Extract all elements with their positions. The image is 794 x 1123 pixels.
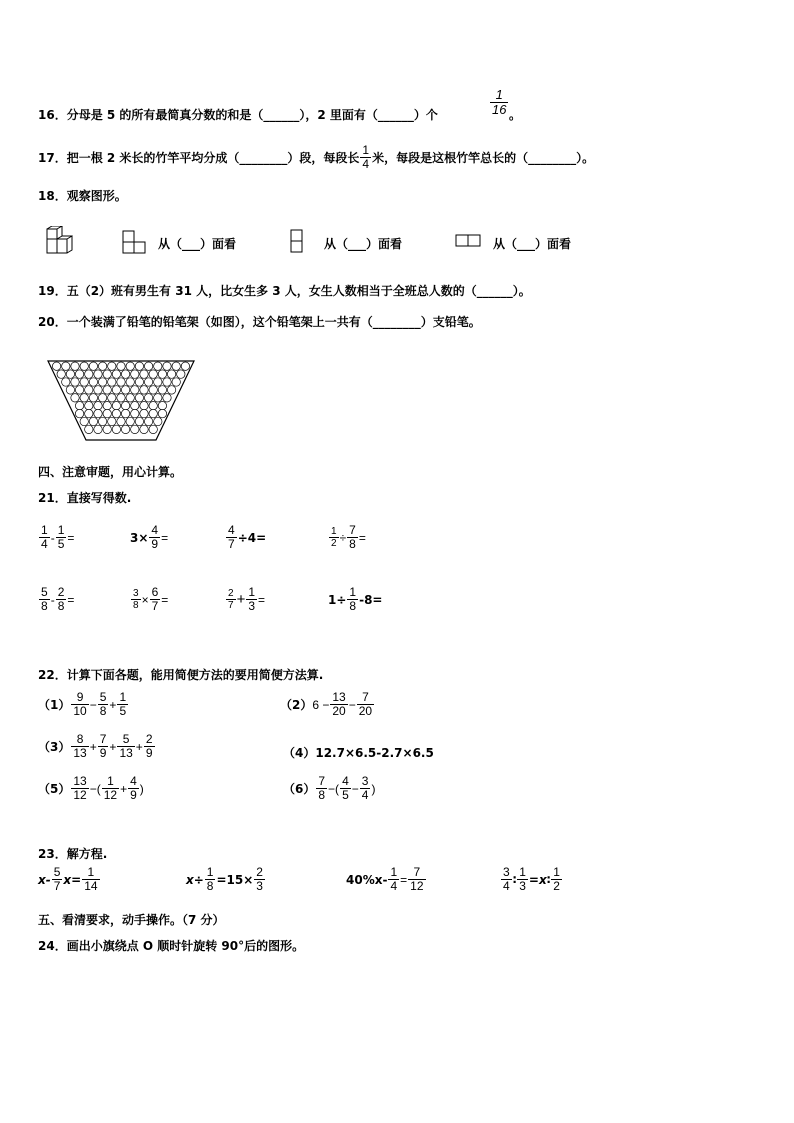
q17-frac-denominator: 4 <box>362 157 370 171</box>
pencil-circle <box>103 386 111 394</box>
numerator: 2 <box>57 585 65 599</box>
numerator: 5 <box>99 690 107 704</box>
section-5-heading: 五、看清要求，动手操作。（7 分） <box>38 913 225 927</box>
pencil-circle <box>75 402 83 410</box>
pencil-circle <box>89 417 97 425</box>
pencil-circle <box>85 425 93 433</box>
numerator: 5 <box>122 732 130 746</box>
pencil-circle <box>57 370 65 378</box>
denominator: 12 <box>103 788 118 802</box>
numerator: 1 <box>57 523 65 537</box>
q17-text-1: 17．把一根 2 米长的竹竿平均分成（________）段，每段长 <box>38 151 360 165</box>
operator: ÷ <box>339 530 347 545</box>
suffix: -8= <box>359 592 383 607</box>
operator: × <box>141 592 149 607</box>
pencil-circle <box>112 370 120 378</box>
operator: - <box>50 530 55 545</box>
denominator: 5 <box>119 704 127 718</box>
pencil-circle <box>62 378 70 386</box>
pencil-circle <box>117 362 125 370</box>
pencil-circle <box>144 417 152 425</box>
denominator: 10 <box>73 704 87 718</box>
q23-equation-2 <box>186 866 266 893</box>
problem-label: （6） <box>283 782 316 796</box>
pencil-circle <box>158 386 166 394</box>
q21-expr-6 <box>130 586 168 613</box>
pencil-circle <box>121 370 129 378</box>
numerator: 4 <box>151 523 159 537</box>
pencil-circle <box>117 394 125 402</box>
pencil-circle <box>112 386 120 394</box>
denominator: 8 <box>41 599 48 613</box>
middle: =x∶ <box>528 872 551 887</box>
denominator: 4 <box>41 537 48 551</box>
pencil-circle <box>108 362 116 370</box>
equals: = <box>358 530 366 545</box>
pencil-circle <box>112 402 120 410</box>
pencil-circle <box>131 402 139 410</box>
operator: −( <box>89 781 101 796</box>
q16-end: 。 <box>509 108 522 122</box>
pencil-circle <box>121 425 129 433</box>
pencil-circle <box>149 370 157 378</box>
pencil-circle <box>135 378 143 386</box>
ratio-colon: ∶ <box>512 872 517 887</box>
numerator: 5 <box>41 585 48 599</box>
operator: + <box>109 697 117 712</box>
pencil-circle <box>149 425 157 433</box>
operator: − <box>348 697 356 712</box>
pencil-circle <box>89 378 97 386</box>
problem-label: （2） <box>280 698 313 712</box>
pencil-circle <box>98 394 106 402</box>
pencil-circle <box>80 378 88 386</box>
operator: + <box>109 739 117 754</box>
denominator: 5 <box>57 537 65 551</box>
view-figure-2 <box>290 229 304 254</box>
numerator: 4 <box>342 774 349 788</box>
problem-label: （4） <box>283 746 316 760</box>
pencil-circle <box>98 378 106 386</box>
numerator: 1 <box>331 526 337 537</box>
numerator: 7 <box>349 523 356 537</box>
pencil-circle <box>126 362 134 370</box>
operator: − <box>89 697 97 712</box>
denominator: 20 <box>358 704 373 718</box>
numerator: 13 <box>73 774 87 788</box>
numerator: 9 <box>76 690 84 704</box>
pencil-circle <box>121 409 129 417</box>
pencil-circle <box>103 409 111 417</box>
pencil-circle <box>144 362 152 370</box>
pencil-circle <box>163 378 171 386</box>
pencil-circle <box>80 417 88 425</box>
question-24: 24．画出小旗绕点 O 顺时针旋转 90°后的图形。 <box>38 939 305 953</box>
q16-frac-numerator: 1 <box>495 87 503 102</box>
suffix: ÷4= <box>237 530 267 545</box>
numerator: 1 <box>206 865 214 879</box>
operator: + <box>236 591 246 608</box>
pencil-circle <box>140 409 148 417</box>
q18-view-label-1: 从（___）面看 <box>158 237 237 251</box>
numerator: 1 <box>349 585 357 599</box>
pencil-circle <box>126 417 134 425</box>
numerator: 8 <box>76 732 84 746</box>
denominator: 8 <box>206 879 214 893</box>
pencil-circle <box>177 370 185 378</box>
q22-problem-1 <box>38 691 129 718</box>
q22-problem-5 <box>38 775 144 802</box>
equals: = <box>161 530 169 545</box>
q23-equation-3 <box>346 866 427 893</box>
pencil-circle <box>172 378 180 386</box>
pencil-circle <box>85 370 93 378</box>
pencil-circle <box>75 409 83 417</box>
denominator: 4 <box>390 879 398 893</box>
denominator: 13 <box>73 746 87 760</box>
pencil-circle <box>94 425 102 433</box>
denominator: 9 <box>130 788 137 802</box>
denominator: 2 <box>331 538 337 549</box>
denominator: 9 <box>99 746 107 760</box>
pencil-circle <box>172 362 180 370</box>
view-figure-3 <box>455 234 483 248</box>
q18-view-label-2: 从（___）面看 <box>324 237 403 251</box>
close-paren: ) <box>139 781 144 796</box>
q16-text: 16．分母是 5 的所有最简真分数的和是（______），2 里面有（______）个 <box>38 108 438 122</box>
q18-view-label-3: 从（___）面看 <box>493 237 572 251</box>
middle: =15× <box>216 872 254 887</box>
pencil-circle <box>62 362 70 370</box>
pencil-circle <box>140 386 148 394</box>
pencil-circle <box>85 386 93 394</box>
pencil-circle <box>112 425 120 433</box>
numerator: 1 <box>248 585 256 599</box>
numerator: 5 <box>53 865 61 879</box>
denominator: 5 <box>342 788 349 802</box>
pencil-circle <box>149 402 157 410</box>
pencil-circle <box>158 370 166 378</box>
pencil-circle <box>126 378 134 386</box>
denominator: 14 <box>84 879 98 893</box>
pencil-circle <box>108 394 116 402</box>
prefix: x÷ <box>186 872 204 887</box>
q23-equation-4 <box>500 866 563 893</box>
pencil-circle <box>131 386 139 394</box>
pencil-circle <box>158 409 166 417</box>
numerator: 7 <box>413 865 421 879</box>
question-19: 19．五（2）班有男生有 31 人，比女生多 3 人，女生人数相当于全班总人数的（______）。 <box>38 284 531 298</box>
denominator: 3 <box>248 599 256 613</box>
pencil-circle <box>154 417 162 425</box>
pencil-circle <box>163 362 171 370</box>
denominator: 8 <box>99 704 107 718</box>
pencil-circle <box>154 378 162 386</box>
numerator: 2 <box>228 588 234 599</box>
operator: −( <box>328 781 340 796</box>
problem-label: （5） <box>38 782 71 796</box>
q16-frac-denominator: 16 <box>492 102 507 117</box>
question-21: 21．直接写得数. <box>38 491 132 505</box>
pencil-circle <box>167 386 175 394</box>
equals: = <box>161 592 169 607</box>
pencil-circle <box>140 370 148 378</box>
middle: = <box>400 872 408 887</box>
pencil-circle <box>126 394 134 402</box>
prefix: x- <box>38 872 51 887</box>
pencil-circle <box>80 394 88 402</box>
pencil-circle <box>135 394 143 402</box>
numerator: 13 <box>332 690 346 704</box>
pencil-circle <box>149 386 157 394</box>
numerator: 4 <box>130 774 137 788</box>
pencil-circle <box>85 409 93 417</box>
close-paren: ) <box>371 781 376 796</box>
cube-stack-figure <box>44 226 80 256</box>
question-22: 22．计算下面各题，能用简便方法的要用简便方法算. <box>38 668 324 682</box>
question-18: 18．观察图形。 <box>38 189 127 203</box>
prefix: 6 − <box>312 697 330 712</box>
numerator: 1 <box>119 690 127 704</box>
view-figure-1 <box>122 230 148 254</box>
pencil-circle <box>103 370 111 378</box>
denominator: 7 <box>53 879 61 893</box>
numerator: 7 <box>99 732 107 746</box>
q21-expr-7 <box>225 586 265 613</box>
equals: = <box>258 592 266 607</box>
q23-equation-1 <box>38 866 101 893</box>
pencil-circle <box>140 425 148 433</box>
numerator: 7 <box>318 774 326 788</box>
pencil-circle <box>71 394 79 402</box>
denominator: 8 <box>318 788 326 802</box>
denominator: 8 <box>349 599 357 613</box>
pencil-circle <box>144 394 152 402</box>
numerator: 3 <box>503 865 510 879</box>
pencil-circle <box>131 409 139 417</box>
problem-label: （1） <box>38 698 71 712</box>
q21-expr-4 <box>328 524 366 551</box>
pencil-circle <box>131 425 139 433</box>
expression: 12.7×6.5-2.7×6.5 <box>315 745 434 760</box>
denominator: 3 <box>256 879 263 893</box>
pencil-circle <box>131 370 139 378</box>
denominator: 7 <box>228 600 234 611</box>
pencil-circle <box>135 362 143 370</box>
pencil-circle <box>75 370 83 378</box>
denominator: 12 <box>410 879 424 893</box>
equals: = <box>67 592 75 607</box>
q21-expr-5 <box>38 586 74 613</box>
pencil-circle <box>167 370 175 378</box>
q21-expr-3 <box>225 524 266 551</box>
denominator: 9 <box>145 746 153 760</box>
q22-problem-4 <box>283 744 434 761</box>
denominator: 13 <box>119 746 133 760</box>
q17-fraction <box>360 144 371 171</box>
q17-frac-numerator: 1 <box>362 143 370 157</box>
pencil-circle <box>94 409 102 417</box>
numerator: 1 <box>553 865 560 879</box>
denominator: 20 <box>332 704 346 718</box>
pencil-circle <box>98 417 106 425</box>
numerator: 1 <box>519 865 526 879</box>
pencil-circle <box>103 402 111 410</box>
denominator: 8 <box>57 599 65 613</box>
denominator: 4 <box>361 788 369 802</box>
numerator: 1 <box>41 523 48 537</box>
question-20: 20．一个装满了铅笔的铅笔架（如图），这个铅笔架上一共有（________）支铅笔。 <box>38 315 481 329</box>
pencil-circle <box>163 394 171 402</box>
denominator: 2 <box>553 879 560 893</box>
question-17 <box>38 144 594 171</box>
question-16 <box>38 106 438 123</box>
pencil-circle <box>66 370 74 378</box>
denominator: 7 <box>228 537 235 551</box>
pencil-circle <box>75 386 83 394</box>
prefix: 3× <box>130 530 149 545</box>
pencil-circle <box>71 378 79 386</box>
problem-label: （3） <box>38 740 71 754</box>
middle: x= <box>63 872 82 887</box>
pencil-circle <box>89 362 97 370</box>
q21-expr-8 <box>328 586 382 613</box>
pencil-holder-figure <box>46 358 196 442</box>
numerator: 3 <box>361 774 369 788</box>
denominator: 12 <box>73 788 87 802</box>
prefix: 40%x- <box>346 872 388 887</box>
pencil-circle <box>158 402 166 410</box>
numerator: 7 <box>362 690 369 704</box>
prefix: 1÷ <box>328 592 347 607</box>
pencil-circle <box>52 362 60 370</box>
pencil-circle <box>154 394 162 402</box>
numerator: 1 <box>107 774 114 788</box>
q21-expr-1 <box>38 524 74 551</box>
pencil-circle <box>71 362 79 370</box>
pencil-circle <box>108 378 116 386</box>
q22-problem-3 <box>38 733 156 760</box>
pencil-circle <box>144 378 152 386</box>
q22-problem-2 <box>280 691 375 718</box>
pencil-circle <box>121 386 129 394</box>
pencil-circle <box>66 386 74 394</box>
numerator: 2 <box>145 732 153 746</box>
pencil-circle <box>94 402 102 410</box>
pencil-circle <box>117 378 125 386</box>
denominator: 8 <box>349 537 356 551</box>
numerator: 4 <box>228 523 235 537</box>
pencil-circle <box>135 417 143 425</box>
q21-expr-2 <box>130 524 168 551</box>
q17-text-2: 米，每段是这根竹竿总长的（________）。 <box>372 151 595 165</box>
pencil-circle <box>94 370 102 378</box>
numerator: 1 <box>87 865 95 879</box>
numerator: 6 <box>151 585 159 599</box>
operator: - <box>50 592 55 607</box>
operator: − <box>351 781 359 796</box>
pencil-circle <box>117 417 125 425</box>
numerator: 2 <box>256 865 263 879</box>
section-4-heading: 四、注意审题，用心计算。 <box>38 465 183 479</box>
question-23: 23．解方程. <box>38 847 108 861</box>
numerator: 3 <box>133 588 139 599</box>
denominator: 7 <box>151 599 159 613</box>
pencil-circle <box>89 394 97 402</box>
pencil-circle <box>121 402 129 410</box>
equals: = <box>67 530 75 545</box>
denominator: 8 <box>133 600 139 611</box>
q22-problem-6 <box>283 775 375 802</box>
pencil-circle <box>140 402 148 410</box>
operator: + <box>135 739 143 754</box>
pencil-circle <box>181 362 189 370</box>
pencil-circle <box>94 386 102 394</box>
operator: + <box>89 739 97 754</box>
denominator: 9 <box>151 537 159 551</box>
denominator: 3 <box>519 879 526 893</box>
pencil-circle <box>149 409 157 417</box>
pencil-circle <box>98 362 106 370</box>
pencil-circle <box>85 402 93 410</box>
q16-fraction <box>489 88 509 117</box>
pencil-circle <box>103 425 111 433</box>
pencil-circle <box>154 362 162 370</box>
pencil-circle <box>112 409 120 417</box>
pencil-circle <box>108 417 116 425</box>
operator: + <box>120 781 128 796</box>
denominator: 4 <box>503 879 510 893</box>
numerator: 1 <box>390 865 398 879</box>
pencil-circle <box>80 362 88 370</box>
